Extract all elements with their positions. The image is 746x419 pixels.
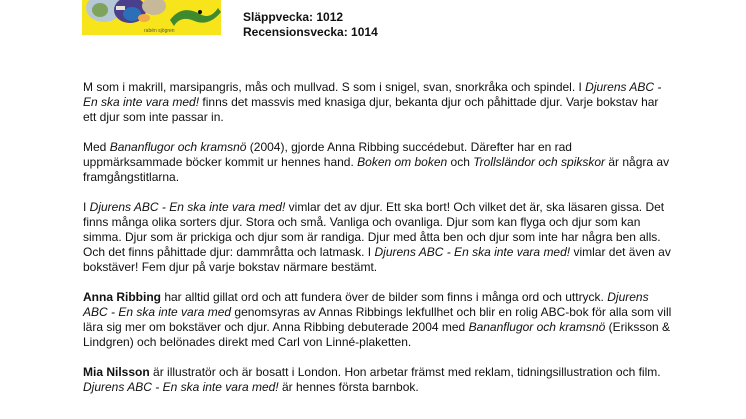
paragraph-intro: M som i makrill, marsipangris, mås och mullvad. S som i snigel, svan, snorkråka och spindel. I Djurens ABC - En ska inte vara med! finns det massvis med knasiga djur, bekanta djur och påhittade djur. Varje bokstav har ett djur som inte passar in. [83,80,662,124]
paragraph-mia-nilsson: Mia Nilsson är illustratör och är bosatt i London. Hon arbetar främst med reklam, tidningsillustration och film. Djurens ABC - En ska inte vara med! är hennes första barnbok. [83,365,661,394]
release-week: Släppvecka: 1012 [243,10,344,24]
book-title: Djurens ABC - En ska inte vara med! [83,80,662,109]
book-title: Trollsländor och spikskor [473,155,606,169]
paragraph-author-background: Med Bananflugor och kramsnö (2004), gjorde Anna Ribbing succédebut. Därefter har en rad uppmärksammade böcker kommit ur hennes hand. Boken om boken och Trollsländor och spikskor är några av framgångstitlarna. [83,140,670,184]
paragraph-anna-ribbing: Anna Ribbing har alltid gillat ord och att fundera över de bilder som finns i många ord och uttryck. Djurens ABC - En ska inte vara med genomsyras av Annas Ribbings lekfullhet och blir en rolig ABC-bok för alla som vill lära sig mer om bokstäver och djur. Anna Ribbing debuterade 2004 med Bananflugor och kramsnö (Eriksson & Lindgren) och belönades direkt med Carl von Linné-plaketten. [83,290,672,349]
book-title: Bananflugor och kramsnö [109,140,247,154]
book-title: Boken om boken [357,155,448,169]
author-name: Anna Ribbing [83,290,161,304]
svg-text:rabén sjögren: rabén sjögren [144,28,175,34]
review-week: Recensionsvecka: 1014 [243,25,378,39]
release-info [243,10,378,40]
book-title: Djurens ABC - En ska inte vara med! [374,245,571,259]
illustrator-name: Mia Nilsson [83,365,150,379]
book-title: Djurens ABC - En ska inte vara med! [89,200,286,214]
cover-illustration [82,0,221,35]
book-cover-image [82,0,221,35]
book-title: Djurens ABC - En ska inte vara med! [83,380,279,394]
book-title: Djurens ABC - En ska inte vara med [83,290,649,319]
press-text [83,80,673,410]
paragraph-book-description: I Djurens ABC - En ska inte vara med! vimlar det av djur. Ett ska bort! Och vilket det är, ska läsaren gissa. Det finns många olika sorters djur. Stora och små. Vanliga och ovanliga. Djur som kan flyga och djur som kan simma. Djur som är prickiga och djur som är randiga. Djur med åtta ben och djur som inte har några ben alls. Och det finns påhittade djur: dammråtta och latmask. I Djurens ABC - En ska inte vara med! vimlar det även av bokstäver! Fem djur på varje bokstav närmare bestämt. [83,200,671,274]
book-title: Bananflugor och kramsnö [468,320,606,334]
